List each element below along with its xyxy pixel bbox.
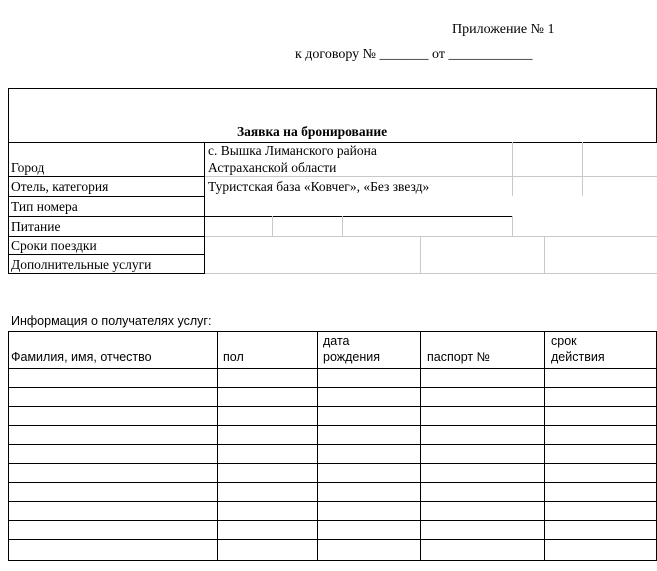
row-extras-label: Дополнительные услуги [11,257,152,272]
col-passport-header: паспорт № [427,350,490,364]
form-title: Заявка на бронирование [237,124,388,139]
appendix-number: Приложение № 1 [452,22,555,37]
col-validity-header-line2: действия [551,350,605,364]
col-name-header: Фамилия, имя, отчество [11,350,152,364]
row-room-type-label: Тип номера [11,199,78,214]
row-city-value-line2: Астраханской области [208,160,337,175]
col-birth-header-line2: рождения [323,350,381,364]
row-city-label: Город [11,160,45,175]
row-meals-label: Питание [11,219,61,234]
col-sex-header: пол [223,350,244,364]
col-validity-header-line1: срок [551,334,577,348]
recipients-title: Информация о получателях услуг: [11,314,212,328]
row-hotel-label: Отель, категория [11,179,109,194]
contract-reference: к договору № _______ от ____________ [295,47,533,62]
row-dates-label: Сроки поездки [11,238,97,253]
row-city-value-line1: с. Вышка Лиманского района [208,143,377,158]
col-birth-header-line1: дата [323,334,350,348]
row-hotel-value: Туристская база «Ковчег», «Без звезд» [208,179,430,194]
